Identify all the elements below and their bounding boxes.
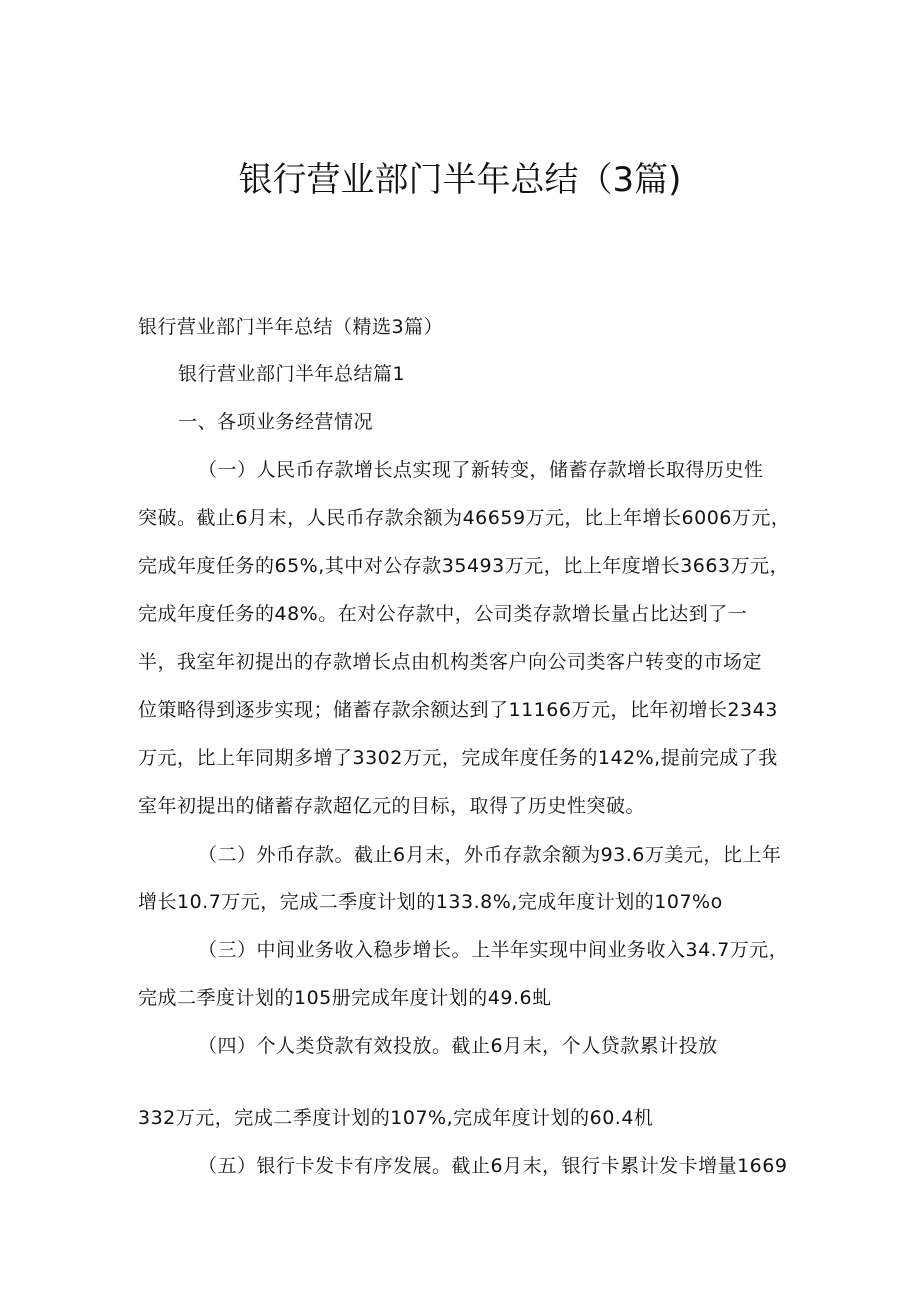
paragraph-line: 半，我室年初提出的存款增长点由机构类客户向公司类客户转变的市场定 (138, 651, 763, 673)
paragraph-line: 增长10.7万元，完成二季度计划的133.8%,完成年度计划的107%o (138, 891, 723, 913)
section-heading: 银行营业部门半年总结篇1 (178, 363, 406, 385)
paragraph-line: （三）中间业务收入稳步增长。上半年实现中间业务收入34.7万元， (198, 939, 789, 961)
subtitle: 银行营业部门半年总结（精选3篇） (138, 316, 444, 338)
paragraph-line: 突破。截止6月末，人民币存款余额为46659万元，比上年增长6006万元， (138, 507, 791, 529)
paragraph-line: （五）银行卡发卡有序发展。截止6月末，银行卡累计发卡增量1669 (198, 1155, 788, 1177)
paragraph-line: （四）个人类贷款有效投放。截止6月末，个人贷款累计投放 (198, 1035, 718, 1057)
chapter-heading: 一、各项业务经营情况 (178, 411, 374, 433)
paragraph-line: 完成二季度计划的105册完成年度计划的49.6虬 (138, 987, 552, 1009)
paragraph-line: （一）人民币存款增长点实现了新转变，储蓄存款增长取得历史性 (198, 459, 764, 481)
paragraph-line: 室年初提出的储蓄存款超亿元的目标，取得了历史性突破。 (138, 795, 646, 817)
document-title: 银行营业部门半年总结（3篇) (238, 160, 682, 200)
paragraph-line: 完成年度任务的48%。在对公存款中，公司类存款增长量占比达到了一 (138, 603, 748, 625)
paragraph-line: 万元，比上年同期多增了3302万元，完成年度任务的142%,提前完成了我 (138, 747, 778, 769)
paragraph-line: 332万元，完成二季度计划的107%,完成年度计划的60.4机 (138, 1107, 654, 1129)
paragraph-line: 位策略得到逐步实现；储蓄存款余额达到了11166万元，比年初增长2343 (138, 699, 778, 721)
paragraph-line: （二）外币存款。截止6月末，外币存款余额为93.6万美元，比上年 (198, 844, 782, 866)
paragraph-line: 完成年度任务的65%,其中对公存款35493万元，比上年度增长3663万元， (138, 555, 790, 577)
